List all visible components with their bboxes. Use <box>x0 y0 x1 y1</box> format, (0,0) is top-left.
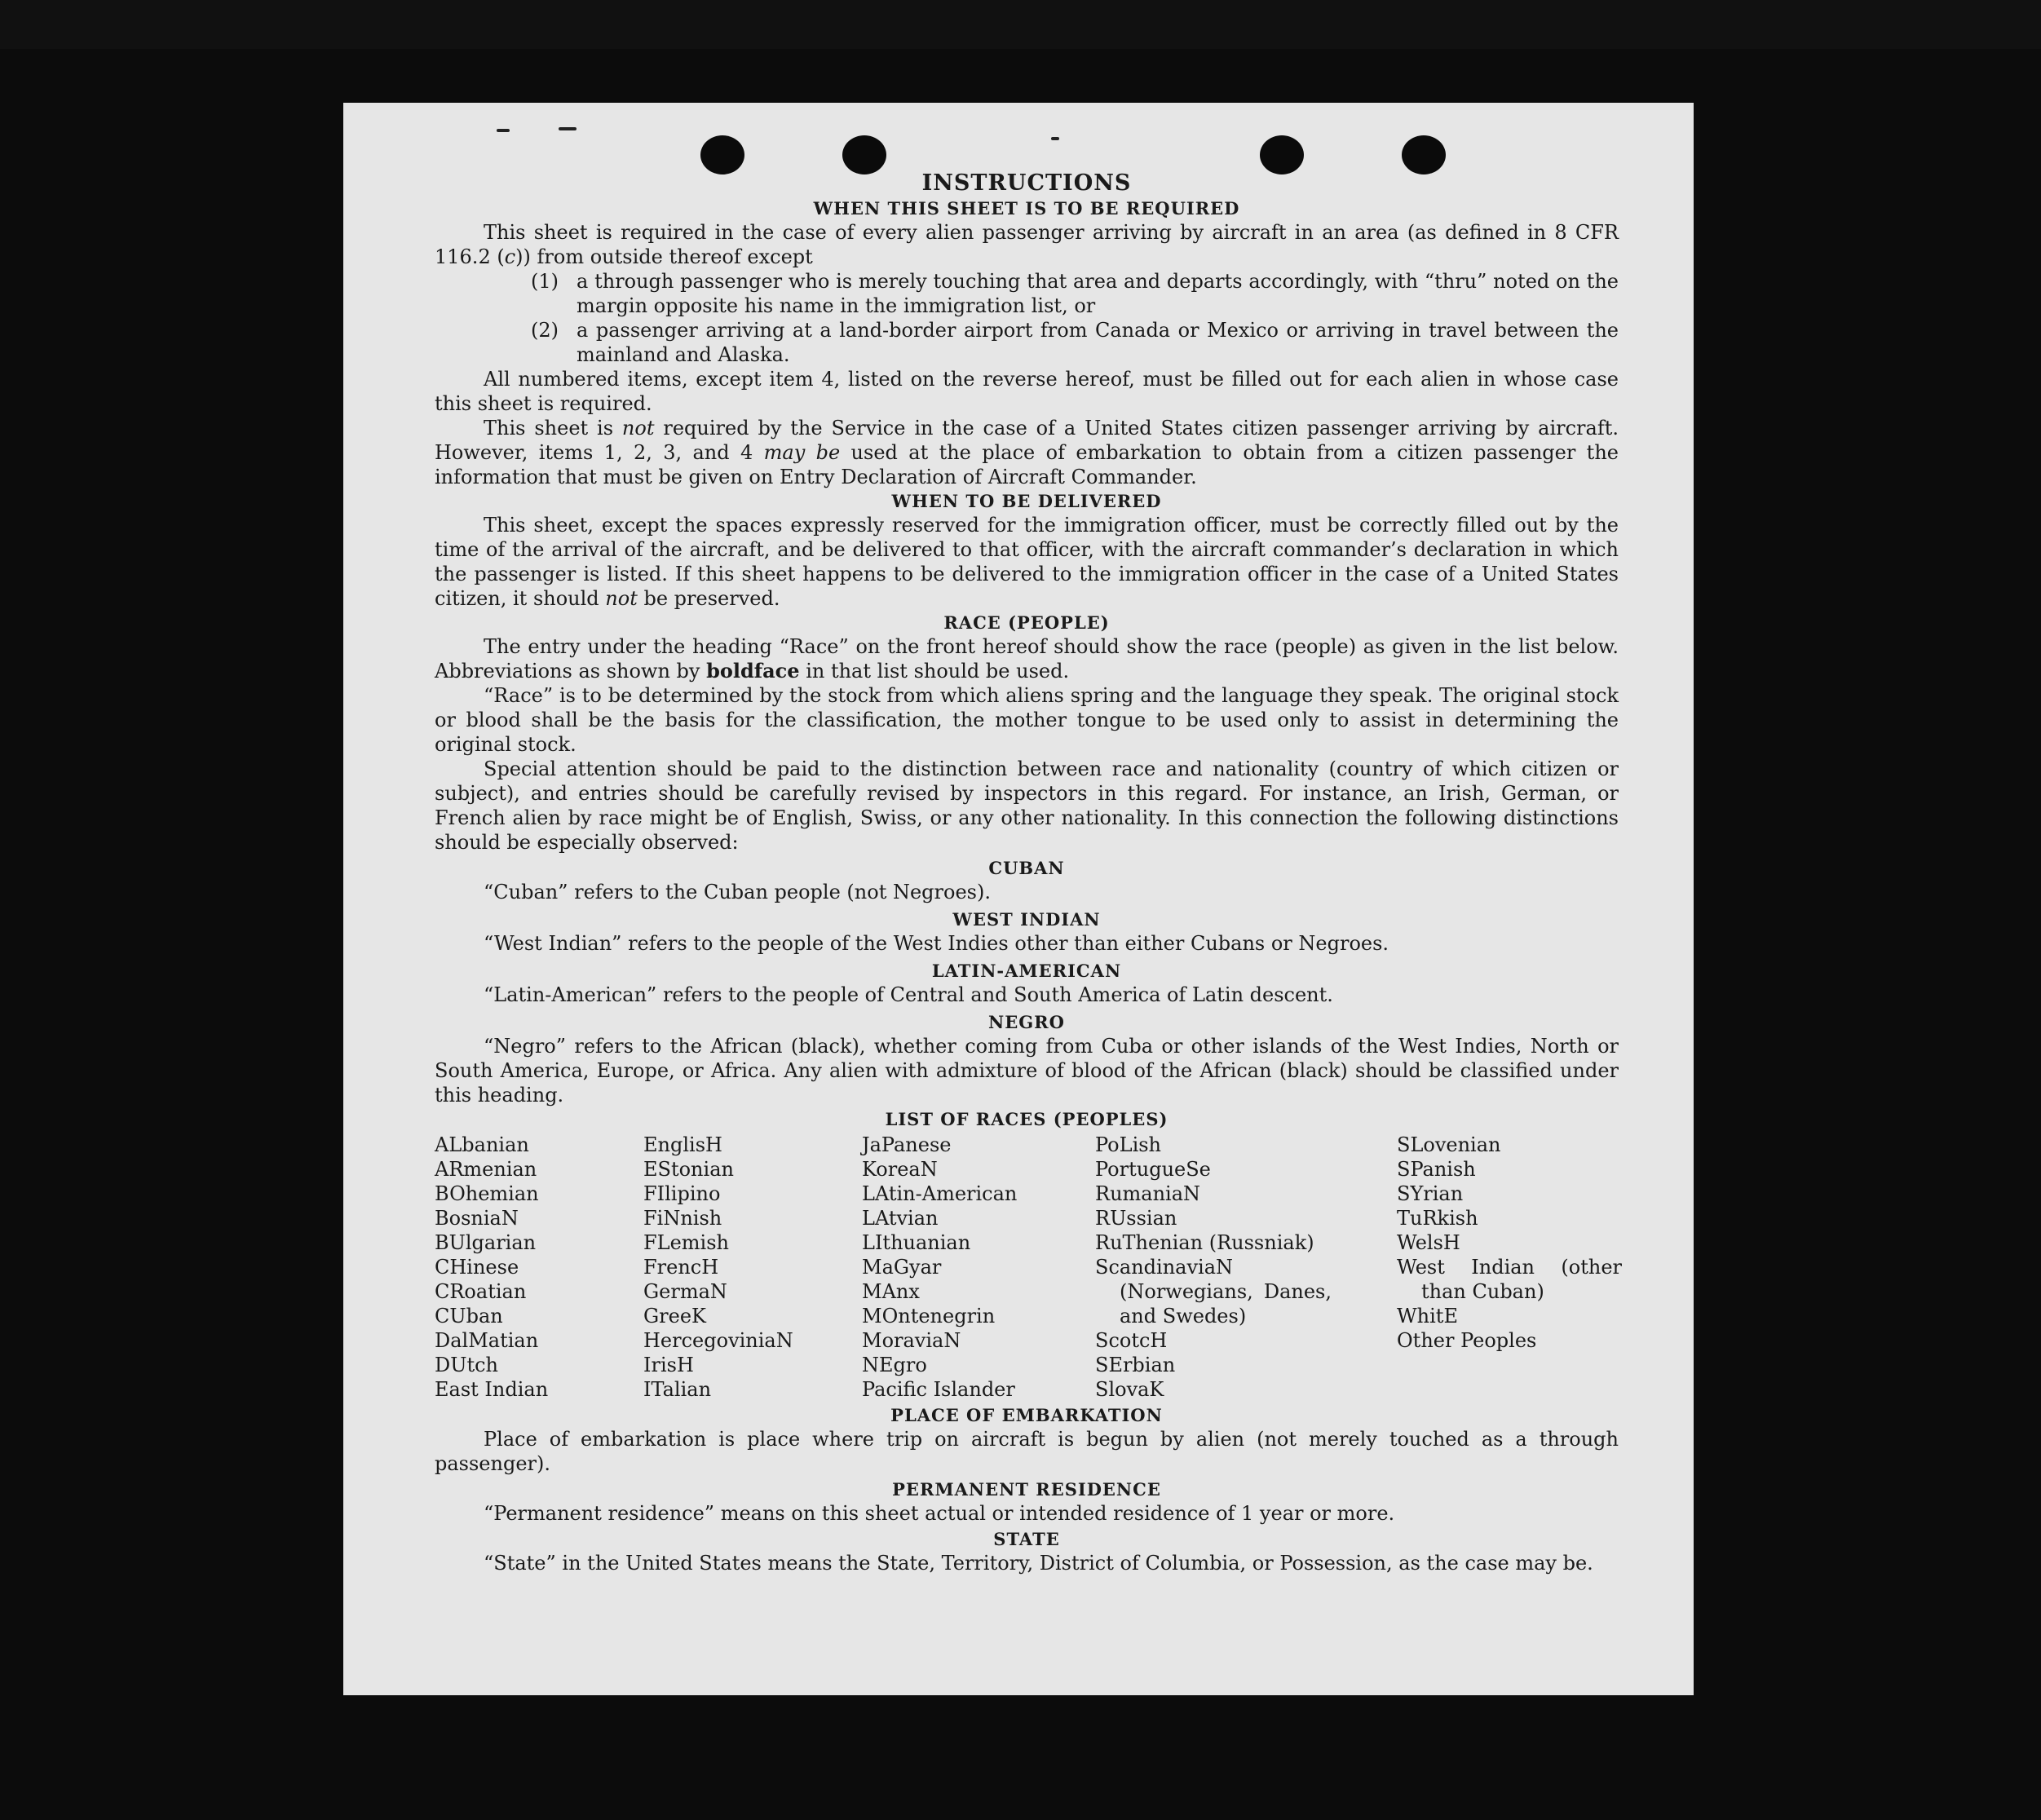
race-item: RUssian <box>1095 1207 1177 1230</box>
race-item: Pacific Islander <box>862 1378 1015 1401</box>
race-item: ScandinaviaN (Norwegians, Danes, and Swedes) <box>1095 1256 1332 1327</box>
race-column <box>1397 1133 1622 1402</box>
race-item: CRoatian <box>435 1280 527 1303</box>
race-item: ARmenian <box>435 1158 537 1181</box>
document-sheet <box>343 103 1694 1695</box>
subsection-heading: NEGRO <box>988 1012 1065 1032</box>
race-item: MAnx <box>862 1280 920 1303</box>
race-item: HercegoviniaN <box>643 1329 793 1352</box>
race-item: SYrian <box>1397 1182 1464 1205</box>
race-item: ScotcH <box>1095 1329 1168 1352</box>
speck <box>559 127 577 130</box>
race-column <box>1095 1133 1332 1402</box>
race-item: GreeK <box>643 1305 706 1327</box>
race-item: MoraviaN <box>862 1329 961 1352</box>
race-item: ITalian <box>643 1378 712 1401</box>
race-item: WhitE <box>1397 1305 1458 1327</box>
race-item: IrisH <box>643 1354 694 1376</box>
subsection-heading: WEST INDIAN <box>952 909 1101 930</box>
punch-hole <box>1260 135 1304 174</box>
race-item: PoLish <box>1095 1133 1162 1156</box>
race-item: SErbian <box>1095 1354 1176 1376</box>
race-item: GermaN <box>643 1280 727 1303</box>
paragraph: Place of embarkation is place where trip on aircraft is begun by alien (not merely touched as a through passenger). <box>435 1428 1619 1475</box>
definition: “West Indian” refers to the people of the West Indies other than either Cubans or Negroes. <box>484 932 1389 955</box>
page-title: INSTRUCTIONS <box>921 170 1132 196</box>
section-heading: RACE (PEOPLE) <box>943 612 1110 633</box>
race-item: ALbanian <box>435 1133 529 1156</box>
definition: “Latin-American” refers to the people of Central and South America of Latin descent. <box>484 983 1333 1006</box>
race-list-heading: LIST OF RACES (PEOPLES) <box>885 1109 1168 1129</box>
race-item: SLovenian <box>1397 1133 1501 1156</box>
numbered-item: (2) a passenger arriving at a land-border airport from Canada or Mexico or arriving in travel between the mainland and Alaska. <box>531 319 1619 366</box>
race-item: KoreaN <box>862 1158 938 1181</box>
race-item: Other Peoples <box>1397 1329 1537 1352</box>
speck <box>497 129 510 132</box>
race-item: FLemish <box>643 1231 729 1254</box>
definition: “Negro” refers to the African (black), whether coming from Cuba or other islands of the West Indies, North or South America, Europe, or Africa. Any alien with admixture of blood of the African (black) should be classified under this heading. <box>435 1035 1619 1107</box>
race-item: FIlipino <box>643 1182 721 1205</box>
race-item: CHinese <box>435 1256 519 1279</box>
section-heading: WHEN TO BE DELIVERED <box>891 491 1162 511</box>
race-item: PortugueSe <box>1095 1158 1211 1181</box>
paragraph: “State” in the United States means the State, Territory, District of Columbia, or Possession, as the case may be. <box>484 1552 1593 1575</box>
paragraph: “Race” is to be determined by the stock from which aliens spring and the language they speak. The original stock or blood shall be the basis for the classification, the mother tongue to be used only to assist in determining the original stock. <box>435 684 1619 756</box>
race-item: DalMatian <box>435 1329 539 1352</box>
race-item: East Indian <box>435 1378 549 1401</box>
race-item: CUban <box>435 1305 503 1327</box>
race-item: West Indian (other than Cuban) <box>1397 1256 1622 1303</box>
race-item: RumaniaN <box>1095 1182 1201 1205</box>
paragraph: This sheet is required in the case of every alien passenger arriving by aircraft in an area (as defined in 8 CFR 116.2 (c)) from outside thereof except <box>435 221 1619 268</box>
race-item: MOntenegrin <box>862 1305 996 1327</box>
speck <box>1051 137 1059 140</box>
paragraph: The entry under the heading “Race” on the front hereof should show the race (people) as given in the list below. Abbreviations as shown by boldface in that list should be used. <box>435 635 1619 682</box>
race-item: DUtch <box>435 1354 499 1376</box>
numbered-item: (1) a through passenger who is merely touching that area and departs accordingly, with “thru” noted on the margin opposite his name in the immigration list, or <box>531 270 1619 317</box>
race-item: RuThenian (Russniak) <box>1095 1231 1314 1254</box>
race-item: NEgro <box>862 1354 927 1376</box>
section-heading: PERMANENT RESIDENCE <box>892 1479 1161 1500</box>
race-item: BosniaN <box>435 1207 519 1230</box>
race-item: LAtin-American <box>862 1182 1018 1205</box>
race-item: EStonian <box>643 1158 734 1181</box>
race-item: SPanish <box>1397 1158 1476 1181</box>
race-item: MaGyar <box>862 1256 942 1279</box>
race-item: LAtvian <box>862 1207 939 1230</box>
race-item: TuRkish <box>1397 1207 1478 1230</box>
race-item: JaPanese <box>862 1133 952 1156</box>
scan-border-top <box>0 0 2041 49</box>
paragraph: This sheet is not required by the Service in the case of a United States citizen passenger arriving by aircraft. However, items 1, 2, 3, and 4 may be used at the place of embarkation to obtain from a citizen passenger the information that must be given on Entry Declaration of Aircraft Commander. <box>435 417 1619 488</box>
punch-hole <box>1402 135 1446 174</box>
section-heading: WHEN THIS SHEET IS TO BE REQUIRED <box>813 198 1240 219</box>
subsection-heading: CUBAN <box>988 858 1065 878</box>
race-item: FrencH <box>643 1256 719 1279</box>
race-list <box>435 1133 1622 1402</box>
race-column <box>643 1133 862 1402</box>
race-item: WelsH <box>1397 1231 1460 1254</box>
race-item: LIthuanian <box>862 1231 971 1254</box>
race-item: SlovaK <box>1095 1378 1164 1401</box>
section-heading: PLACE OF EMBARKATION <box>890 1405 1163 1425</box>
punch-hole <box>842 135 886 174</box>
subsection-heading: LATIN-AMERICAN <box>931 961 1122 981</box>
section-heading: STATE <box>993 1529 1060 1549</box>
race-column <box>862 1133 1095 1402</box>
race-item: BUlgarian <box>435 1231 537 1254</box>
race-item: EnglisH <box>643 1133 722 1156</box>
paragraph: This sheet, except the spaces expressly reserved for the immigration officer, must be correctly filled out by the time of the arrival of the aircraft, and be delivered to that officer, with the aircraft commander’s declaration in which the passenger is listed. If this sheet happens to be delivered to the immigration officer in the case of a United States citizen, it should not be preserved. <box>435 514 1619 610</box>
definition: “Cuban” refers to the Cuban people (not Negroes). <box>484 881 991 903</box>
race-item: BOhemian <box>435 1182 539 1205</box>
punch-hole <box>700 135 744 174</box>
paragraph: Special attention should be paid to the distinction between race and nationality (country of which citizen or subject), and entries should be carefully revised by inspectors in this regard. For instance, an Irish, German, or French alien by race might be of English, Swiss, or any other nationality. In this connection the following distinctions should be especially observed: <box>435 758 1619 854</box>
paragraph: All numbered items, except item 4, listed on the reverse hereof, must be filled out for each alien in whose case this sheet is required. <box>435 368 1619 415</box>
race-item: FiNnish <box>643 1207 722 1230</box>
paragraph: “Permanent residence” means on this sheet actual or intended residence of 1 year or more. <box>484 1502 1395 1525</box>
race-column <box>435 1133 643 1402</box>
